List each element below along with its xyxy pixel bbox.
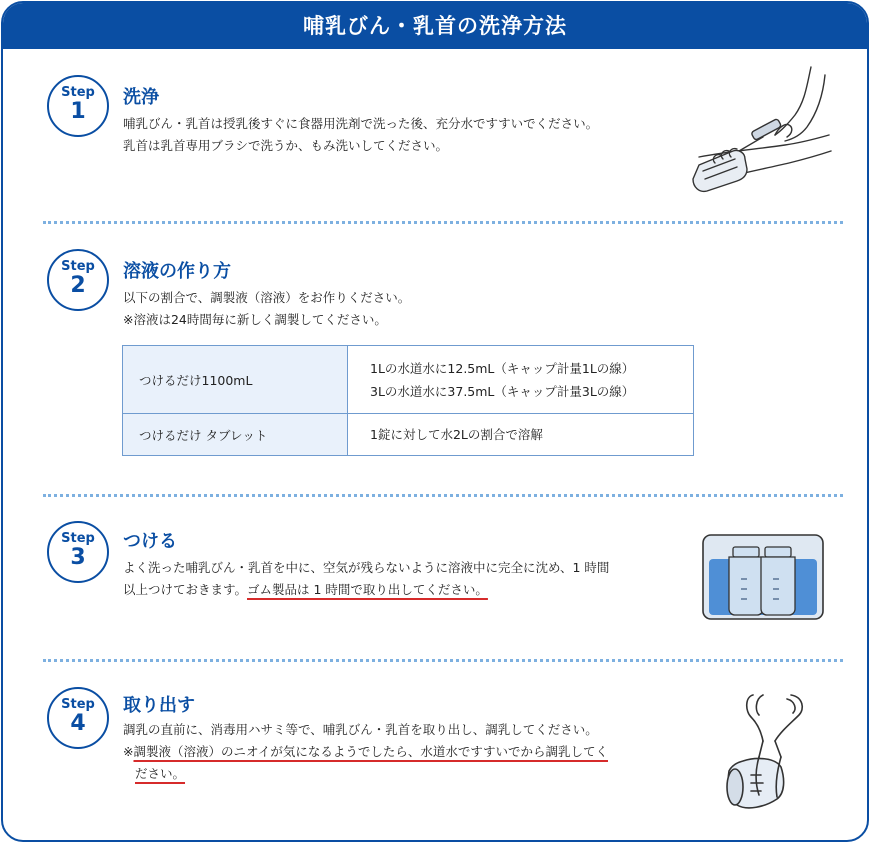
step-4-badge [47, 687, 109, 749]
hand-brush-bottle-icon [689, 65, 839, 205]
step-1-badge [47, 75, 109, 137]
tongs-holding-bottle-icon [715, 687, 815, 817]
step-2-text [123, 287, 410, 331]
step-number: 2 [70, 273, 86, 298]
step-4-note-line-2 [123, 763, 608, 785]
step-2-line-1: 以下の割合で、調製液（溶液）をお作りください。 [123, 290, 411, 305]
step-3-badge [47, 521, 109, 583]
step-number: 3 [70, 545, 86, 570]
instruction-line: 1Lの水道水に12.5mL（キャップ計量1Lの線） [370, 360, 635, 376]
step-3-text [123, 557, 609, 601]
solution-table [122, 345, 694, 456]
instruction-line: 3Lの水道水に37.5mL（キャップ計量3Lの線） [370, 383, 635, 399]
step-3-title: つける [123, 531, 177, 552]
rubber-warning: ゴム製品は 1 時間で取り出してください。 [247, 582, 488, 597]
table-cell-instructions [348, 414, 694, 456]
odor-note-continued: ださい。 [135, 766, 186, 781]
page-frame [1, 1, 869, 842]
step-2-badge [47, 249, 109, 311]
step-1-text [123, 113, 598, 157]
step-1-line-1: 哺乳びん・乳首は授乳後すぐに食器用洗剤で洗った後、充分水ですすいでください。 [123, 116, 599, 131]
bottles-in-container-icon [699, 529, 829, 625]
page-title: 哺乳びん・乳首の洗浄方法 [3, 3, 867, 49]
step-1-line-2: 乳首は乳首専用ブラシで洗うか、もみ洗いしてください。 [123, 138, 449, 153]
divider-3 [43, 659, 843, 662]
step-3-line-2-plain: 以上つけておきます。 [123, 582, 248, 597]
odor-note: 調製液（溶液）のニオイが気になるようでしたら、水道水ですすいでから調乳してく [133, 744, 608, 759]
table-cell-product: つけるだけ タブレット [123, 414, 348, 456]
step-2-line-2: ※溶液は24時間毎に新しく調製してください。 [123, 312, 387, 327]
step-4-line-1: 調乳の直前に、消毒用ハサミ等で、哺乳びん・乳首を取り出し、調乳してください。 [123, 722, 598, 737]
step-4-text [123, 719, 608, 785]
step-1-title: 洗浄 [123, 87, 159, 108]
step-3-line-1: よく洗った哺乳びん・乳首を中に、空気が残らないように溶液中に完全に沈め、1 時間 [123, 560, 610, 575]
table-row [123, 414, 694, 456]
step-label: Step [61, 697, 95, 712]
step-number: 4 [70, 711, 86, 736]
divider-1 [43, 221, 843, 224]
table-cell-instructions [348, 346, 694, 414]
step-label: Step [61, 531, 95, 546]
table-cell-product: つけるだけ1100mL [123, 346, 348, 414]
step-4-note-line-1 [123, 741, 608, 763]
step-label: Step [61, 259, 95, 274]
table-row [123, 346, 694, 414]
step-label: Step [61, 85, 95, 100]
step-2-title: 溶液の作り方 [123, 261, 231, 282]
divider-2 [43, 494, 843, 497]
step-3-line-2 [123, 579, 609, 601]
instruction-line: 1錠に対して水2Lの割合で溶解 [370, 427, 543, 442]
step-4-title: 取り出す [123, 695, 195, 716]
note-prefix: ※ [123, 744, 134, 759]
step-number: 1 [70, 99, 86, 124]
